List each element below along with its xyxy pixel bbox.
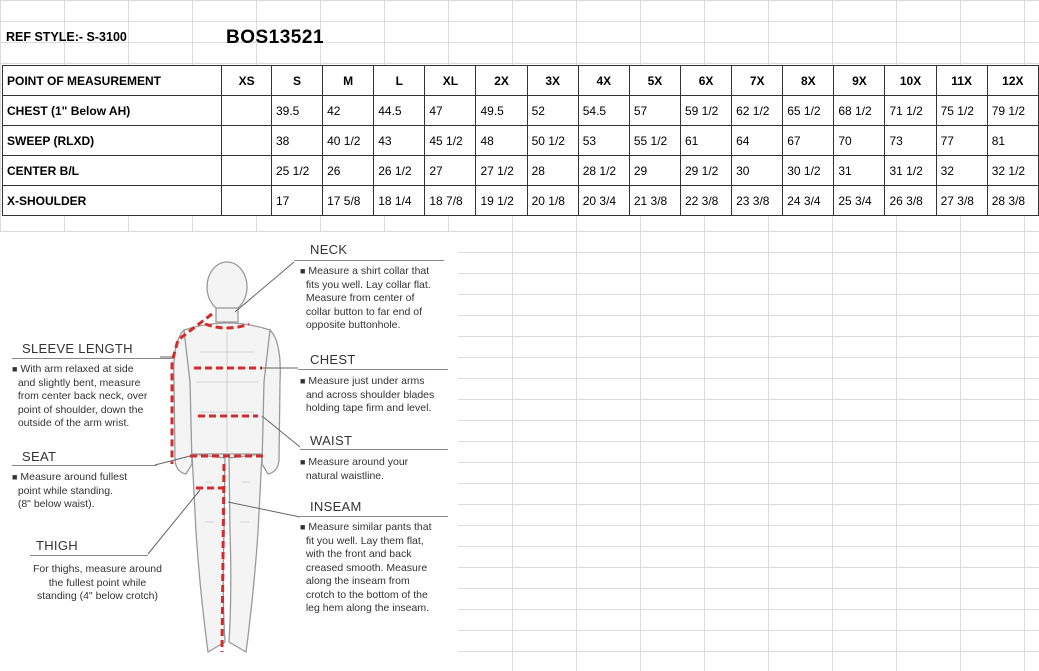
measurement-cell: 71 1/2 <box>885 96 936 126</box>
measurement-cell: 39.5 <box>271 96 322 126</box>
measurement-cell: 17 <box>271 186 322 216</box>
size-header: 6X <box>680 66 731 96</box>
measurement-cell: 25 3/4 <box>834 186 885 216</box>
measurement-cell: 65 1/2 <box>783 96 834 126</box>
measurement-cell: 53 <box>578 126 629 156</box>
size-header: 12X <box>987 66 1038 96</box>
size-header: 8X <box>783 66 834 96</box>
inseam-title: INSEAM <box>310 499 362 514</box>
measurement-cell: 30 1/2 <box>783 156 834 186</box>
thigh-description: For thighs, measure around the fullest point while standing (4" below crotch) <box>33 563 162 602</box>
measurement-cell: 68 1/2 <box>834 96 885 126</box>
table-row <box>3 186 1039 216</box>
measurement-cell: 21 3/8 <box>629 186 680 216</box>
measurement-cell: 47 <box>425 96 476 126</box>
sleeve-length-description: ■ With arm relaxed at side and slightly bent, measure from center back neck, over point of shoulder, down the outside of the arm wrist. <box>12 363 148 429</box>
divider <box>12 358 172 359</box>
measurement-label: CENTER B/L <box>3 156 222 186</box>
size-header: 3X <box>527 66 578 96</box>
measurement-cell: 31 1/2 <box>885 156 936 186</box>
measurement-cell: 55 1/2 <box>629 126 680 156</box>
measurement-cell: 73 <box>885 126 936 156</box>
size-header: XS <box>222 66 272 96</box>
measurement-cell: 18 1/4 <box>374 186 425 216</box>
ref-style-label: REF STYLE:- S-3100 <box>6 30 127 44</box>
measurement-cell: 54.5 <box>578 96 629 126</box>
measurement-cell: 22 3/8 <box>680 186 731 216</box>
measurement-cell: 48 <box>476 126 527 156</box>
measurement-cell <box>222 126 272 156</box>
inseam-description: ■ Measure similar pants that fit you well. Lay them flat, with the front and back creased smooth. Measure along the inseam from crotch to the bottom of the leg hem along the inseam. <box>300 521 432 614</box>
measurement-cell: 79 1/2 <box>987 96 1038 126</box>
measurement-label: SWEEP (RLXD) <box>3 126 222 156</box>
measurement-cell: 59 1/2 <box>680 96 731 126</box>
measurement-cell: 32 1/2 <box>987 156 1038 186</box>
measurement-cell: 27 1/2 <box>476 156 527 186</box>
table-row <box>3 126 1039 156</box>
measurement-label: X-SHOULDER <box>3 186 222 216</box>
measurement-cell: 27 <box>425 156 476 186</box>
measurement-cell: 30 <box>732 156 783 186</box>
measurement-cell: 23 3/8 <box>732 186 783 216</box>
waist-description: ■ Measure around your natural waistline. <box>300 456 409 482</box>
measurement-cell: 28 3/8 <box>987 186 1038 216</box>
measurement-cell: 52 <box>527 96 578 126</box>
measurement-cell: 28 1/2 <box>578 156 629 186</box>
chest-title: CHEST <box>310 352 356 367</box>
size-header: L <box>374 66 425 96</box>
measurement-cell: 29 1/2 <box>680 156 731 186</box>
neck-title: NECK <box>310 242 348 257</box>
measurement-cell: 29 <box>629 156 680 186</box>
measurement-cell: 20 1/8 <box>527 186 578 216</box>
measurement-guide <box>0 232 458 671</box>
size-chart-table <box>2 65 1039 216</box>
measurement-cell: 28 <box>527 156 578 186</box>
measurement-cell: 38 <box>271 126 322 156</box>
measurement-cell: 42 <box>323 96 374 126</box>
size-header: 4X <box>578 66 629 96</box>
size-header: 2X <box>476 66 527 96</box>
style-code: BOS13521 <box>226 27 325 48</box>
measurement-cell: 70 <box>834 126 885 156</box>
measurement-cell: 44.5 <box>374 96 425 126</box>
divider <box>300 449 448 450</box>
measurement-cell: 19 1/2 <box>476 186 527 216</box>
measurement-cell: 25 1/2 <box>271 156 322 186</box>
sleeve-length-title: SLEEVE LENGTH <box>22 341 133 356</box>
measurement-cell: 20 3/4 <box>578 186 629 216</box>
measurement-cell: 18 7/8 <box>425 186 476 216</box>
measurement-label: CHEST (1" Below AH) <box>3 96 222 126</box>
measurement-cell <box>222 186 272 216</box>
measurement-cell <box>222 156 272 186</box>
measurement-cell: 77 <box>936 126 987 156</box>
measurement-cell <box>222 96 272 126</box>
measurement-cell: 49.5 <box>476 96 527 126</box>
size-header: 9X <box>834 66 885 96</box>
measurement-cell: 64 <box>732 126 783 156</box>
size-header: 7X <box>732 66 783 96</box>
size-header: M <box>323 66 374 96</box>
seat-title: SEAT <box>22 449 57 464</box>
divider <box>30 555 148 556</box>
measurement-cell: 26 1/2 <box>374 156 425 186</box>
table-row <box>3 96 1039 126</box>
table-header-row <box>3 66 1039 96</box>
divider <box>298 369 448 370</box>
divider <box>300 516 448 517</box>
divider <box>294 260 444 261</box>
measurement-cell: 26 3/8 <box>885 186 936 216</box>
measurement-cell: 31 <box>834 156 885 186</box>
thigh-title: THIGH <box>36 538 78 553</box>
measurement-cell: 75 1/2 <box>936 96 987 126</box>
measurement-cell: 32 <box>936 156 987 186</box>
neck-description: ■ Measure a shirt collar that fits you well. Lay collar flat. Measure from center of collar button to far end of opposite buttonhole. <box>300 265 431 331</box>
waist-title: WAIST <box>310 433 353 448</box>
size-header: S <box>271 66 322 96</box>
measurement-cell: 50 1/2 <box>527 126 578 156</box>
measurement-cell: 26 <box>323 156 374 186</box>
table-row <box>3 156 1039 186</box>
measurement-cell: 43 <box>374 126 425 156</box>
measurement-cell: 45 1/2 <box>425 126 476 156</box>
size-header: XL <box>425 66 476 96</box>
measurement-cell: 62 1/2 <box>732 96 783 126</box>
measurement-cell: 27 3/8 <box>936 186 987 216</box>
measurement-cell: 81 <box>987 126 1038 156</box>
size-header: 10X <box>885 66 936 96</box>
size-header: 11X <box>936 66 987 96</box>
measurement-cell: 67 <box>783 126 834 156</box>
divider <box>12 465 157 466</box>
measurement-cell: 24 3/4 <box>783 186 834 216</box>
measurement-cell: 17 5/8 <box>323 186 374 216</box>
seat-description: ■ Measure around fullest point while standing. (8" below waist). <box>12 471 128 510</box>
measurement-cell: 61 <box>680 126 731 156</box>
measurement-cell: 57 <box>629 96 680 126</box>
measurement-cell: 40 1/2 <box>323 126 374 156</box>
chest-description: ■ Measure just under arms and across shoulder blades holding tape firm and level. <box>300 375 435 414</box>
size-header: 5X <box>629 66 680 96</box>
header-cell: POINT OF MEASUREMENT <box>3 66 222 96</box>
